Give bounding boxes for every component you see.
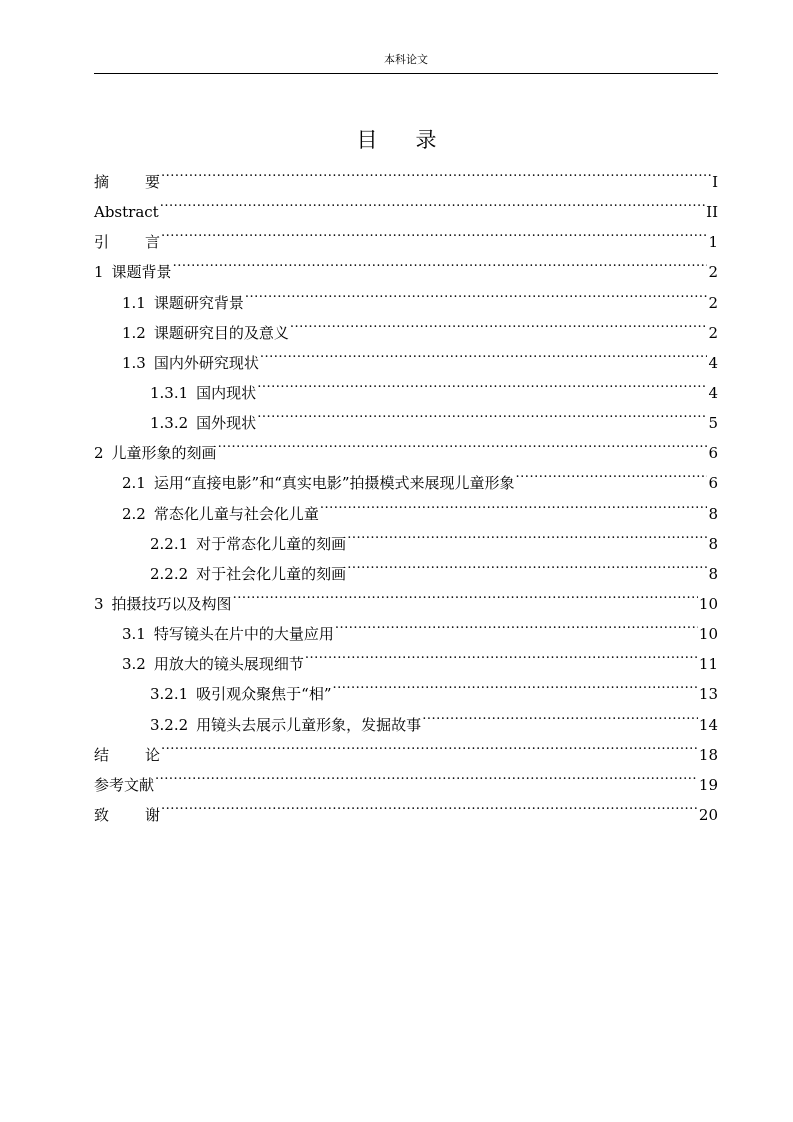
toc-leader-dots: [155, 760, 698, 790]
toc-entry-number: 2.2.1: [150, 534, 189, 553]
toc-page-number: 13: [698, 685, 718, 704]
toc-entry-number: 2.2.2: [150, 564, 189, 583]
toc-entry-title: 课题研究背景: [153, 293, 244, 312]
toc-entry-1-1[interactable]: [94, 278, 718, 312]
toc-entry-number: 3.2: [122, 655, 146, 674]
toc-leader-dots: [335, 609, 698, 639]
toc-entry-introduction[interactable]: [94, 217, 718, 252]
toc-entry-title: 国内现状: [196, 383, 257, 402]
toc-entry-label: [94, 770, 154, 800]
toc-entry-label: [150, 679, 332, 709]
toc-leader-dots: [218, 428, 708, 458]
toc-entry-number: 3.2.2: [150, 715, 189, 734]
toc-title: [0, 125, 793, 155]
toc-entry-number: 3: [94, 594, 104, 613]
toc-entry-title: 课题研究目的及意义: [153, 323, 289, 342]
toc-leader-dots: [161, 730, 698, 760]
toc-page-number: II: [706, 203, 718, 222]
toc-entry-label: [150, 529, 346, 559]
toc-entry-title: Abstract: [94, 203, 159, 222]
toc-entry-number: 3.2.1: [150, 685, 189, 704]
toc-entry-label: [94, 740, 160, 770]
toc-page-number: 2: [708, 323, 718, 342]
toc-page-number: 8: [708, 564, 718, 583]
toc-leader-dots: [161, 217, 707, 247]
page-header: 本科论文: [384, 53, 428, 66]
toc-page-number: 4: [708, 353, 718, 372]
toc-page-number: 19: [698, 775, 718, 794]
toc-entry-title: 用放大的镜头展现细节: [153, 655, 304, 674]
toc-entry-title: 用镜头去展示儿童形象，发掘故事: [196, 715, 422, 734]
toc-entry-title: 引 言: [94, 233, 161, 252]
toc-leader-dots: [516, 458, 708, 488]
toc-leader-dots: [257, 368, 707, 398]
toc-entry-number: 2.2: [122, 504, 146, 523]
toc-entry-title: 摘 要: [94, 173, 161, 191]
toc-entry-label: [94, 167, 160, 197]
toc-leader-dots: [173, 247, 708, 277]
toc-title-char-1: 目: [356, 128, 378, 152]
toc-entry-abstract-en[interactable]: [94, 187, 718, 222]
toc-entry-title: 常态化儿童与社会化儿童: [153, 504, 319, 523]
toc-leader-dots: [233, 579, 698, 609]
toc-leader-dots: [422, 700, 698, 730]
toc-entry-title: 参考文献: [94, 775, 155, 794]
toc-page-number: 8: [708, 504, 718, 523]
toc-entry-title: 国内外研究现状: [153, 353, 259, 372]
toc-title-char-2: 录: [415, 128, 437, 152]
toc-entry-number: 2: [94, 444, 104, 463]
toc-entry-title: 特写镜头在片中的大量应用: [153, 625, 334, 644]
toc-entry-title: 对于社会化儿童的刻画: [196, 564, 347, 583]
toc-entry-conclusion[interactable]: [94, 730, 718, 764]
toc-entry-label: [122, 348, 259, 378]
toc-page-number: 11: [698, 655, 718, 674]
toc-entry-label: [94, 257, 172, 287]
toc-page-number: 2: [708, 293, 718, 312]
toc-page-number: 6: [708, 444, 718, 463]
toc-entry-label: [122, 499, 319, 529]
toc-entry-title: 结 论: [94, 745, 161, 764]
toc-leader-dots: [245, 278, 708, 308]
toc-entry-label: [94, 800, 160, 830]
toc-entry-number: 1: [94, 263, 104, 282]
toc-leader-dots: [260, 338, 708, 368]
toc-entry-title: 吸引观众聚焦于“相”: [196, 685, 332, 704]
toc-entry-abstract-cn[interactable]: [94, 157, 718, 191]
toc-leader-dots: [320, 489, 708, 519]
toc-entry-label: [122, 649, 304, 679]
toc-entry-acknowledgements[interactable]: [94, 790, 718, 824]
toc-entry-label: [150, 378, 256, 408]
toc-entry-title: 国外现状: [196, 414, 257, 433]
toc-entry-label: [122, 288, 244, 318]
toc-page-number: 18: [698, 745, 718, 764]
toc-leader-dots: [257, 398, 707, 428]
toc-entry-label: [122, 619, 334, 649]
toc-leader-dots: [347, 549, 707, 579]
toc-list: [94, 157, 718, 824]
toc-entry-number: 1.3.2: [150, 414, 189, 433]
toc-entry-label: [94, 589, 232, 619]
toc-leader-dots: [161, 790, 698, 820]
toc-entry-label: [94, 438, 217, 468]
toc-page-number: I: [712, 173, 718, 191]
toc-entry-chapter-1[interactable]: [94, 247, 718, 282]
toc-entry-number: 3.1: [122, 625, 146, 644]
toc-page-number: 2: [708, 263, 718, 282]
toc-page-number: 1: [708, 233, 718, 252]
toc-leader-dots: [305, 639, 698, 669]
toc-entry-number: 1.3.1: [150, 383, 189, 402]
toc-entry-title: 运用“直接电影”和“真实电影”拍摄模式来展现儿童形象: [153, 474, 515, 493]
toc-entry-label: [94, 227, 160, 257]
toc-leader-dots: [347, 519, 707, 549]
toc-entry-title: 致 谢: [94, 805, 161, 824]
toc-entry-title: 拍摄技巧以及构图: [111, 594, 232, 613]
toc-page-number: 10: [698, 625, 718, 644]
toc-page-number: 5: [708, 414, 718, 433]
header-rule: [94, 73, 718, 74]
toc-page-number: 10: [698, 594, 718, 613]
toc-entry-title: 对于常态化儿童的刻画: [196, 534, 347, 553]
toc-page-number: 8: [708, 534, 718, 553]
toc-leader-dots: [161, 157, 711, 187]
toc-entry-title: 课题背景: [111, 263, 172, 282]
toc-entry-references[interactable]: [94, 760, 718, 794]
toc-entry-title: 儿童形象的刻画: [111, 444, 217, 463]
toc-entry-number: 1.3: [122, 353, 146, 372]
toc-page-number: 20: [698, 805, 718, 824]
toc-page-number: 14: [698, 715, 718, 734]
toc-entry-number: 2.1: [122, 474, 146, 493]
toc-page-number: 4: [708, 383, 718, 402]
toc-entry-label: [94, 197, 159, 227]
toc-leader-dots: [160, 187, 705, 217]
toc-entry-number: 1.2: [122, 323, 146, 342]
toc-entry-number: 1.1: [122, 293, 146, 312]
toc-leader-dots: [290, 308, 708, 338]
toc-leader-dots: [333, 669, 698, 699]
toc-page-number: 6: [708, 474, 718, 493]
